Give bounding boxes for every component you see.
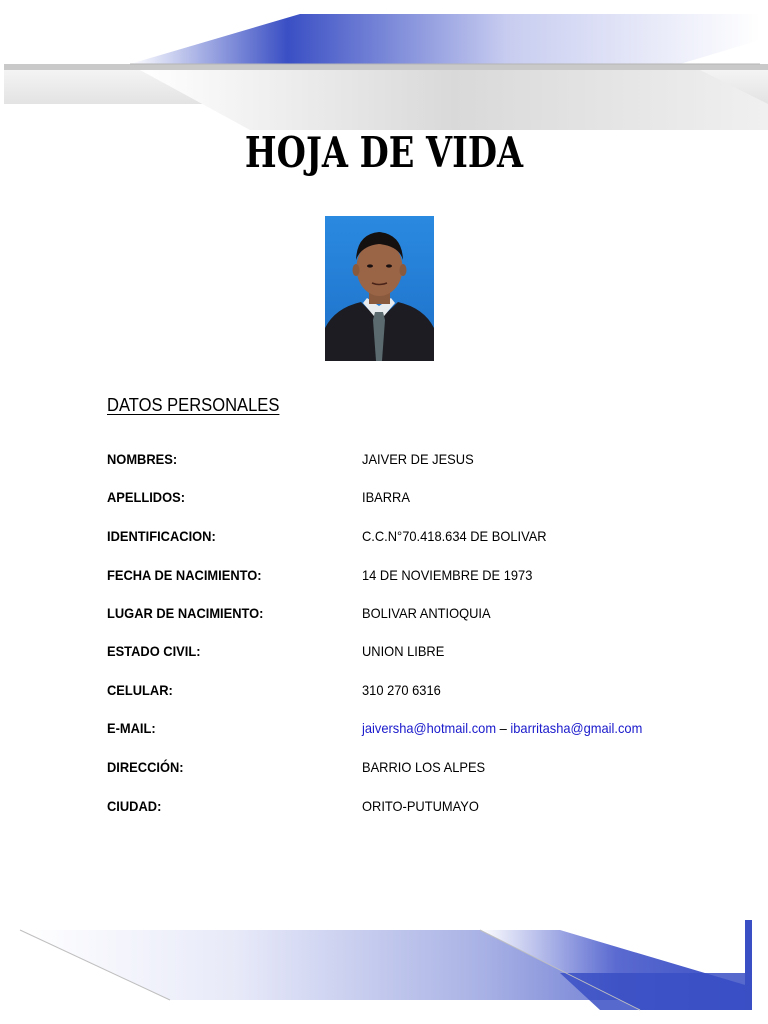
field-value: UNION LIBRE: [362, 643, 445, 659]
field-row-lugar-nacimiento: [0, 605, 768, 625]
email-separator: –: [496, 720, 511, 736]
field-value: 310 270 6316: [362, 682, 441, 698]
field-row-email: [0, 720, 768, 740]
field-row-apellidos: [0, 489, 768, 509]
field-value: JAIVER DE JESUS: [362, 451, 474, 467]
profile-photo: [325, 216, 434, 361]
field-label: CIUDAD:: [107, 798, 162, 814]
field-label: DIRECCIÓN:: [107, 759, 184, 775]
field-label: LUGAR DE NACIMIENTO:: [107, 605, 264, 621]
field-row-nombres: [0, 451, 768, 471]
header-decoration: [0, 0, 768, 135]
field-label: IDENTIFICACION:: [107, 528, 216, 544]
email-link-primary[interactable]: jaiversha@hotmail.com: [362, 720, 497, 736]
field-value: C.C.N°70.418.634 DE BOLIVAR: [362, 528, 547, 544]
field-value: BOLIVAR ANTIOQUIA: [362, 605, 491, 621]
field-value: IBARRA: [362, 489, 410, 505]
field-label: CELULAR:: [107, 682, 173, 698]
field-value: BARRIO LOS ALPES: [362, 759, 486, 775]
field-row-fecha-nacimiento: [0, 567, 768, 587]
footer-decoration: [0, 915, 768, 1024]
field-row-identificacion: [0, 528, 768, 548]
email-values: [362, 720, 642, 736]
email-link-secondary[interactable]: ibarritasha@gmail.com: [510, 720, 643, 736]
field-row-direccion: [0, 759, 768, 779]
field-label: E-MAIL:: [107, 720, 156, 736]
field-row-celular: [0, 682, 768, 702]
field-label: ESTADO CIVIL:: [107, 643, 201, 659]
field-value: ORITO-PUTUMAYO: [362, 798, 479, 814]
document-title: HOJA DE VIDA: [244, 128, 524, 177]
section-heading-personal-data: DATOS PERSONALES: [107, 395, 280, 415]
field-label: NOMBRES:: [107, 451, 178, 467]
field-row-estado-civil: [0, 643, 768, 663]
field-label: APELLIDOS:: [107, 489, 185, 505]
field-row-ciudad: [0, 798, 768, 818]
field-label: FECHA DE NACIMIENTO:: [107, 567, 262, 583]
field-value: 14 DE NOVIEMBRE DE 1973: [362, 567, 533, 583]
